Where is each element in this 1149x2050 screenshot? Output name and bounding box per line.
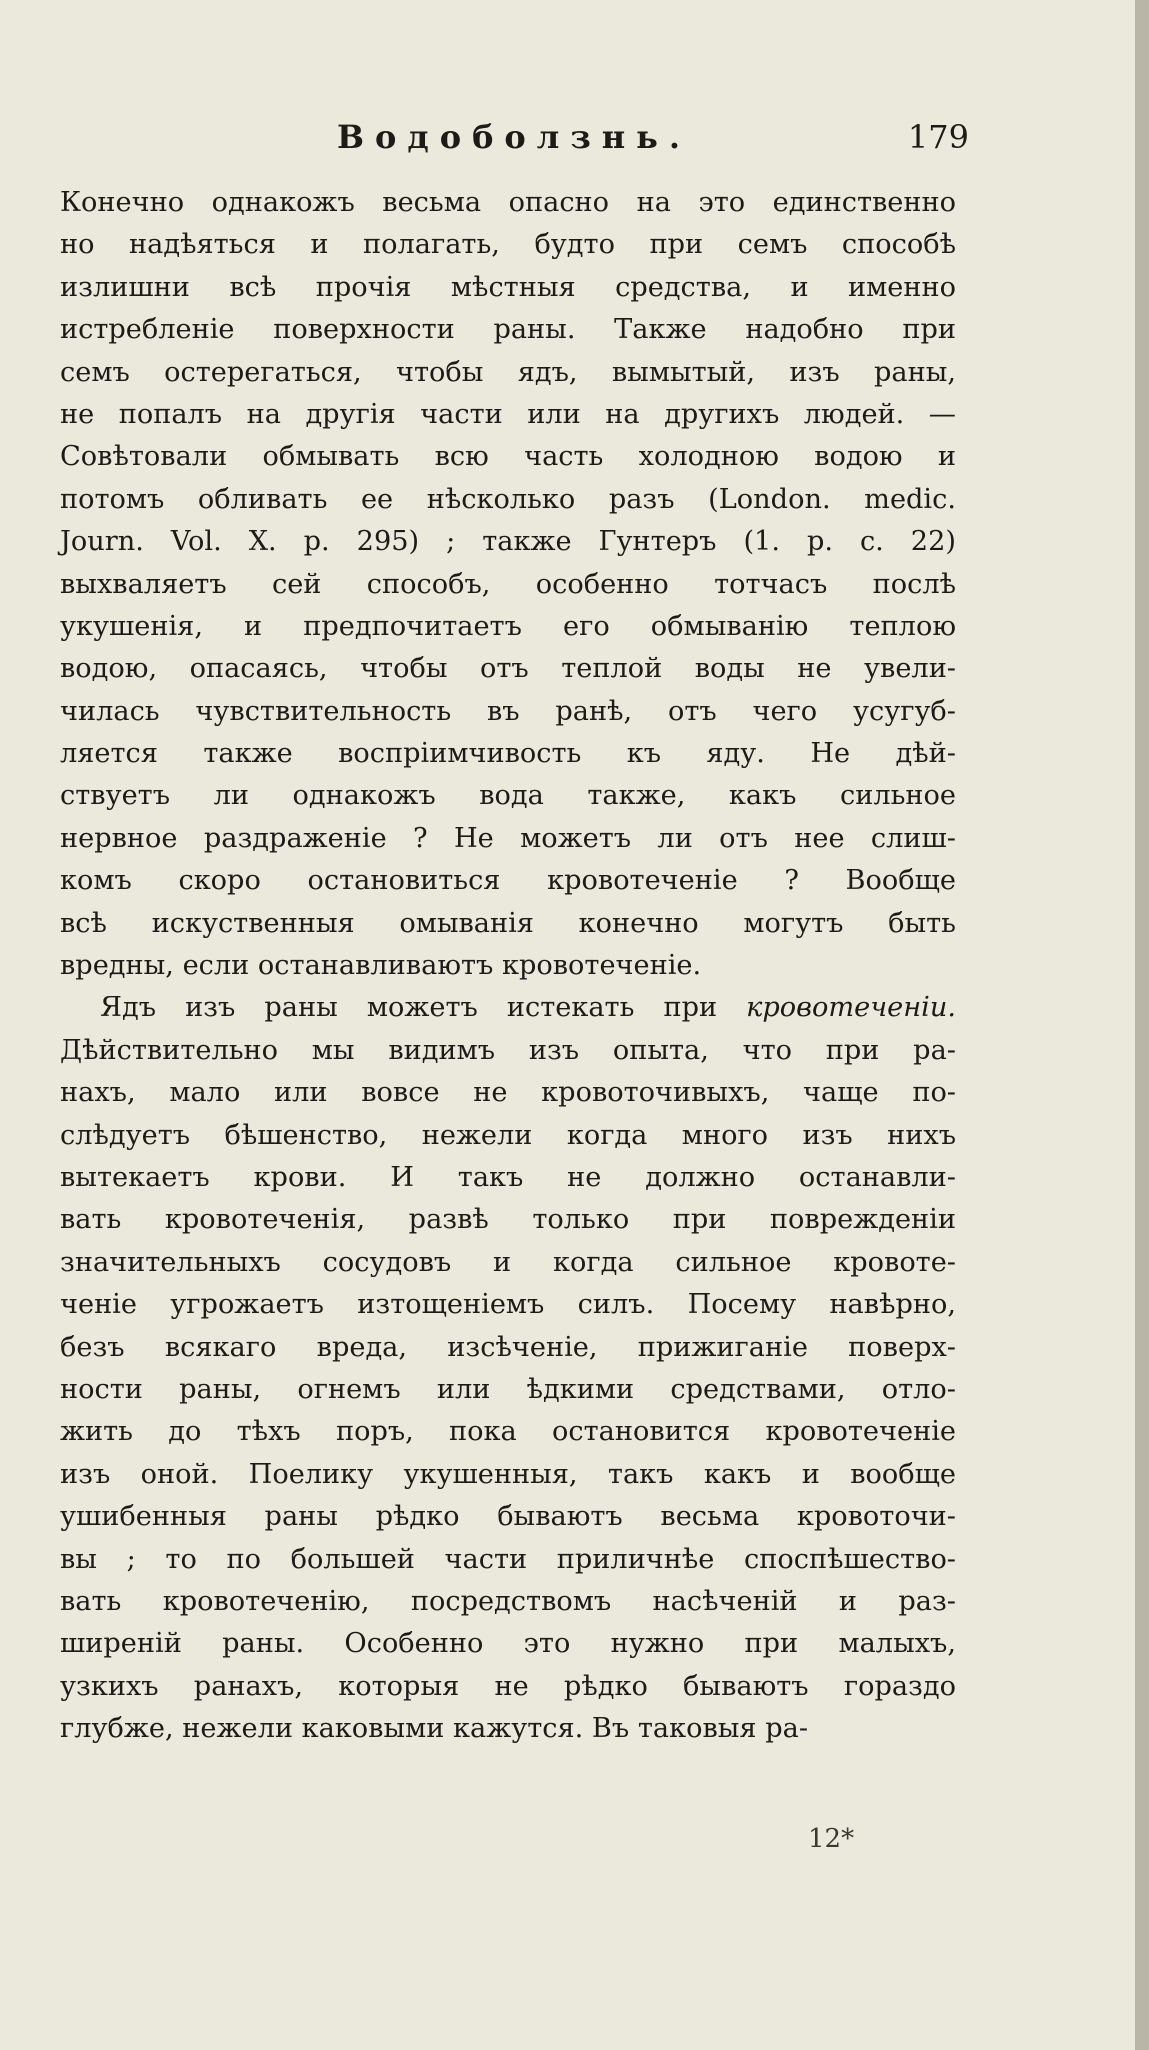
paragraph-2-lines bbox=[60, 1030, 956, 1751]
text-line: слѣдуетъ бѣшенство, нежели когда много изъ нихъ bbox=[60, 1119, 956, 1151]
paragraph-1 bbox=[60, 182, 956, 987]
text-line: но надѣяться и полагать, будто при семъ способѣ bbox=[60, 229, 956, 261]
page-body bbox=[60, 182, 956, 1750]
text-line: жить до тѣхъ поръ, пока остановится кровотеченіе bbox=[60, 1416, 956, 1448]
text-line: вы ; то по большей части приличнѣе споспѣшество- bbox=[60, 1543, 956, 1575]
text-line: укушенія, и предпочитаетъ его обмыванію теплою bbox=[60, 610, 956, 642]
text-line: семъ остерегаться, чтобы ядъ, вымытый, изъ раны, bbox=[60, 356, 956, 388]
text-line: значительныхъ сосудовъ и когда сильное кровоте- bbox=[60, 1246, 956, 1278]
text-line: вытекаетъ крови. И такъ не должно останавли- bbox=[60, 1161, 956, 1193]
text-line: комъ скоро остановиться кровотеченіе ? Вообще bbox=[60, 865, 956, 897]
text-line: вать кровотеченія, развѣ только при поврежденіи bbox=[60, 1204, 956, 1236]
text-line: ширеній раны. Особенно это нужно при малыхъ, bbox=[60, 1628, 956, 1660]
paragraph-2-italic-term: кровотеченіи. bbox=[746, 992, 956, 1024]
text-line: потомъ обливать ее нѣсколько разъ (London. medic. bbox=[60, 483, 956, 515]
text-line: Совѣтовали обмывать всю часть холодною водою и bbox=[60, 441, 956, 473]
page-header bbox=[55, 118, 969, 168]
page-number: 179 bbox=[907, 118, 969, 156]
text-line: излишни всѣ прочія мѣстныя средства, и именно bbox=[60, 271, 956, 303]
paragraph-2-first-line bbox=[60, 987, 956, 1029]
text-line: Journ. Vol. X. p. 295) ; также Гунтеръ (1. p. c. 22) bbox=[60, 526, 956, 558]
text-line: узкихъ ранахъ, которыя не рѣдко бываютъ гораздо bbox=[60, 1670, 956, 1702]
text-line: чилась чувствительность въ ранѣ, отъ чего усугуб- bbox=[60, 695, 956, 727]
text-line: безъ всякаго вреда, изсѣченіе, прижиганіе поверх- bbox=[60, 1331, 956, 1363]
signature-mark: 12* bbox=[808, 1824, 855, 1854]
text-line: выхваляетъ сей способъ, особенно тотчасъ послѣ bbox=[60, 568, 956, 600]
text-line: вредны, если останавливаютъ кровотеченіе. bbox=[60, 950, 702, 982]
paragraph-2 bbox=[60, 987, 956, 1750]
text-line: истребленіе поверхности раны. Также надобно при bbox=[60, 314, 956, 346]
text-line: ствуетъ ли однакожъ вода также, какъ сильное bbox=[60, 780, 956, 812]
text-line: водою, опасаясь, чтобы отъ теплой воды не увели- bbox=[60, 653, 956, 685]
text-line: нервное раздраженіе ? Не можетъ ли отъ нее слиш- bbox=[60, 822, 956, 854]
text-line: вать кровотеченію, посредствомъ насѣченій и раз- bbox=[60, 1585, 956, 1617]
paragraph-2-lead-text: Ядъ изъ раны можетъ истекать при bbox=[100, 992, 747, 1024]
text-line: нахъ, мало или вовсе не кровоточивыхъ, чаще по- bbox=[60, 1077, 956, 1109]
text-line: глубже, нежели каковыми кажутся. Въ таковыя ра- bbox=[60, 1713, 809, 1745]
text-line: ности раны, огнемъ или ѣдкими средствами, отло- bbox=[60, 1373, 956, 1405]
text-line: ляется также воспріимчивость къ яду. Не дѣй- bbox=[60, 738, 956, 770]
text-line: Дѣйствительно мы видимъ изъ опыта, что при ра- bbox=[60, 1034, 956, 1066]
text-line: ченіе угрожаетъ изтощеніемъ силъ. Посему навѣрно, bbox=[60, 1289, 956, 1321]
text-line: всѣ искуственныя омыванія конечно могутъ быть bbox=[60, 907, 956, 939]
text-line: Конечно однакожъ весьма опасно на это единственно bbox=[60, 187, 956, 218]
running-title: Водоболзнь. bbox=[337, 118, 692, 156]
text-line: ушибенныя раны рѣдко бываютъ весьма кровоточи- bbox=[60, 1501, 956, 1533]
text-line: не попалъ на другія части или на другихъ людей. — bbox=[60, 398, 956, 430]
text-line: изъ оной. Поелику укушенныя, такъ какъ и вообще bbox=[60, 1458, 956, 1490]
page-binding-edge bbox=[1135, 0, 1149, 2050]
